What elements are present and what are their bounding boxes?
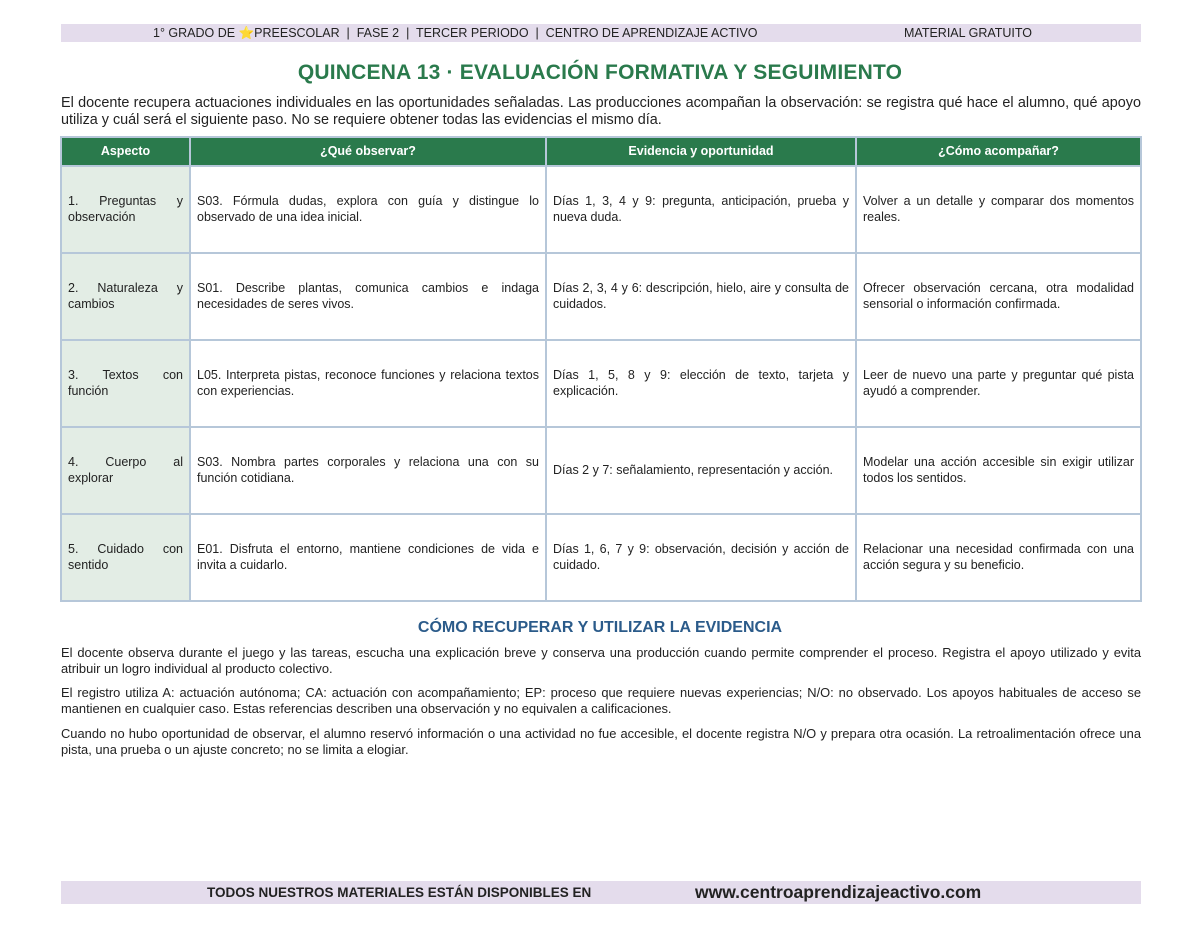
section-title: CÓMO RECUPERAR Y UTILIZAR LA EVIDENCIA: [417, 619, 783, 636]
cell-observe: S03. Nombra partes corporales y relaciona una con su función cotidiana.: [190, 427, 546, 514]
footer-url-link[interactable]: www.centroaprendizajeactivo.com: [695, 882, 982, 902]
footer-message: TODOS NUESTROS MATERIALES ESTÁN DISPONIBLES EN: [207, 885, 592, 900]
page-title: QUINCENA 13 · EVALUACIÓN FORMATIVA Y SEGUIMIENTO: [297, 61, 903, 84]
cell-observe: S01. Describe plantas, comunica cambios e indaga necesidades de seres vivos.: [190, 253, 546, 340]
cell-evidence: Días 1, 6, 7 y 9: observación, decisión y acción de cuidado.: [546, 514, 856, 601]
header-bar: [61, 24, 1141, 42]
header-right-text: MATERIAL GRATUITO: [904, 26, 1033, 40]
header-left-text: [153, 24, 758, 42]
table-row: [61, 253, 1141, 340]
section-paragraph: El registro utiliza A: actuación autónoma; CA: actuación con acompañamiento; EP: proceso que requiere nuevas experiencias; N/O: no observado. Los apoyos habituales de acceso se mantienen en cualquier caso. Estas referencias describen una observación y no equivalen a calificaciones.: [61, 685, 1141, 717]
col-header-evidence: Evidencia y oportunidad: [546, 137, 856, 166]
cell-aspect: 2. Naturaleza y cambios: [61, 253, 190, 340]
header-details: PREESCOLAR | FASE 2 | TERCER PERIODO | CENTRO DE APRENDIZAJE ACTIVO: [254, 26, 758, 40]
cell-evidence: Días 2 y 7: señalamiento, representación y acción.: [546, 427, 856, 514]
section-paragraph: El docente observa durante el juego y las tareas, escucha una explicación breve y conserva una producción cuando permite comprender el proceso. Registra el apoyo utilizado y evita atribuir un logro individual al producto colectivo.: [61, 645, 1141, 677]
cell-aspect: 4. Cuerpo al explorar: [61, 427, 190, 514]
cell-aspect: 3. Textos con función: [61, 340, 190, 427]
cell-support: Ofrecer observación cercana, otra modalidad sensorial o información confirmada.: [856, 253, 1141, 340]
cell-aspect: 1. Preguntas y observación: [61, 166, 190, 253]
cell-support: Modelar una acción accesible sin exigir utilizar todos los sentidos.: [856, 427, 1141, 514]
star-icon: ⭐: [238, 26, 255, 40]
col-header-support: ¿Cómo acompañar?: [856, 137, 1141, 166]
footer-bar: [61, 881, 1141, 904]
evaluation-table: [60, 136, 1142, 602]
cell-aspect: 5. Cuidado con sentido: [61, 514, 190, 601]
cell-observe: E01. Disfruta el entorno, mantiene condiciones de vida e invita a cuidarlo.: [190, 514, 546, 601]
table-row: [61, 340, 1141, 427]
table-row: [61, 427, 1141, 514]
cell-support: Leer de nuevo una parte y preguntar qué pista ayudó a comprender.: [856, 340, 1141, 427]
col-header-observe: ¿Qué observar?: [190, 137, 546, 166]
col-header-aspect: Aspecto: [61, 137, 190, 166]
cell-support: Relacionar una necesidad confirmada con una acción segura y su beneficio.: [856, 514, 1141, 601]
header-grade: 1° GRADO DE: [153, 26, 239, 40]
cell-support: Volver a un detalle y comparar dos momentos reales.: [856, 166, 1141, 253]
cell-evidence: Días 1, 3, 4 y 9: pregunta, anticipación, prueba y nueva duda.: [546, 166, 856, 253]
cell-evidence: Días 2, 3, 4 y 6: descripción, hielo, aire y consulta de cuidados.: [546, 253, 856, 340]
cell-observe: L05. Interpreta pistas, reconoce funciones y relaciona textos con experiencias.: [190, 340, 546, 427]
table-row: [61, 166, 1141, 253]
table-header-row: [61, 137, 1141, 166]
table-row: [61, 514, 1141, 601]
cell-evidence: Días 1, 5, 8 y 9: elección de texto, tarjeta y explicación.: [546, 340, 856, 427]
section-paragraph: Cuando no hubo oportunidad de observar, el alumno reservó información o una actividad no fue accesible, el docente registra N/O y prepara otra ocasión. La retroalimentación ofrece una pista, una prueba o un ajuste concreto; no se limita a elogiar.: [61, 726, 1141, 758]
cell-observe: S03. Fórmula dudas, explora con guía y distingue lo observado de una idea inicial.: [190, 166, 546, 253]
intro-paragraph: El docente recupera actuaciones individuales en las oportunidades señaladas. Las producciones acompañan la observación: se registra qué hace el alumno, qué apoyo utiliza y cuál será el siguiente paso. No se requiere obtener todas las evidencias el mismo día.: [61, 95, 1141, 128]
